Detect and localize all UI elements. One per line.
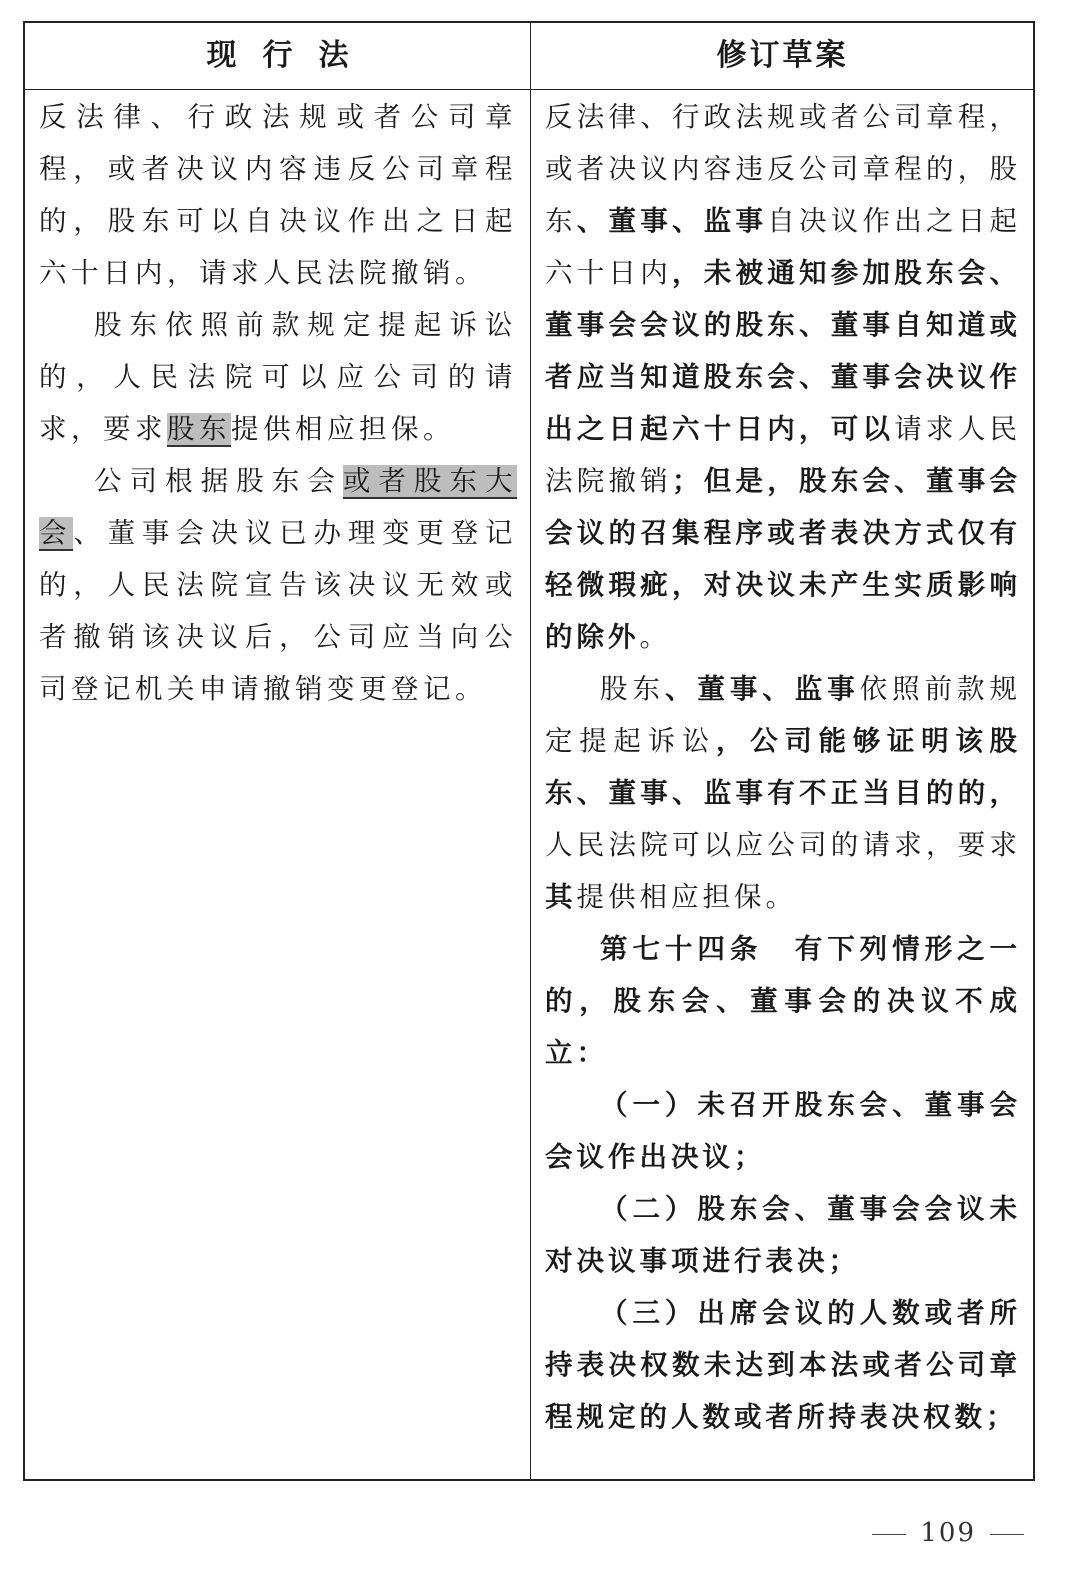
current-law-column	[39, 89, 517, 715]
added-text: 、董事、监事	[664, 673, 860, 705]
draft-paragraph-1: 反法律、行政法规或者公司章程，或者决议内容违反公司章程的，股东、董事、监事自决议作出之日起六十日内，未被通知参加股东会、董事会会议的股东、董事自知道或者应当知道股东会、董事会决议作出之日起六十日内，可以请求人民法院撤销；但是，股东会、董事会会议的召集程序或者表决方式仅有轻微瑕疵，对决议未产生实质影响的除外。	[545, 101, 1021, 653]
comparison-table	[23, 21, 1035, 1481]
added-text: ，未被通知参加股东会、董事会会议的股东、董事自知道或者应当知道股东会、董事会决议作出之日起六十日内，可以	[545, 257, 1021, 445]
current-law-paragraph-2: 股东依照前款规定提起诉讼的，人民法院可以应公司的请求，要求股东提供相应担保。	[39, 309, 517, 445]
current-law-paragraph-1: 反法律、行政法规或者公司章程，或者决议内容违反公司章程的，股东可以自决议作出之日起六十日内，请求人民法院撤销。	[39, 101, 517, 289]
article-74-item-3: （三）出席会议的人数或者所持表决权数未达到本法或者公司章程规定的人数或者所持表决权数；	[545, 1297, 1021, 1433]
article-74-item-1: （一）未召开股东会、董事会会议作出决议；	[545, 1089, 1021, 1173]
dash-left	[872, 1534, 906, 1535]
added-text: ，公司能够证明该股东、董事、监事有不正当目的的，	[545, 725, 1022, 809]
header-current-law: 现行法	[206, 38, 375, 73]
added-text: ；但是，股东会、董事会会议的召集程序或者表决方式仅有轻微瑕疵，对决议未产生实质影响的除外	[545, 465, 1021, 653]
revision-draft-column	[545, 89, 1021, 1443]
article-74-item-2: （二）股东会、董事会会议未对决议事项进行表决；	[545, 1193, 1021, 1277]
added-text: 其	[545, 881, 577, 913]
page-number: 109	[858, 1518, 1038, 1548]
highlighted-text: 或者股东大会	[39, 465, 518, 549]
column-divider	[530, 23, 531, 1479]
highlighted-text: 股东	[167, 413, 231, 445]
header-revision-draft: 修订草案	[716, 38, 849, 73]
added-text: 、董事、监事	[576, 205, 768, 237]
table-header	[25, 23, 1033, 90]
article-74: 第七十四条 有下列情形之一的，股东会、董事会的决议不成立：	[545, 933, 1021, 1069]
dash-right	[990, 1534, 1024, 1535]
draft-paragraph-2: 股东、董事、监事依照前款规定提起诉讼，公司能够证明该股东、董事、监事有不正当目的的，人民法院可以应公司的请求，要求其提供相应担保。	[545, 673, 1022, 913]
current-law-paragraph-3: 公司根据股东会或者股东大会、董事会决议已办理变更登记的，人民法院宣告该决议无效或者撤销该决议后，公司应当向公司登记机关申请撤销变更登记。	[39, 465, 518, 705]
